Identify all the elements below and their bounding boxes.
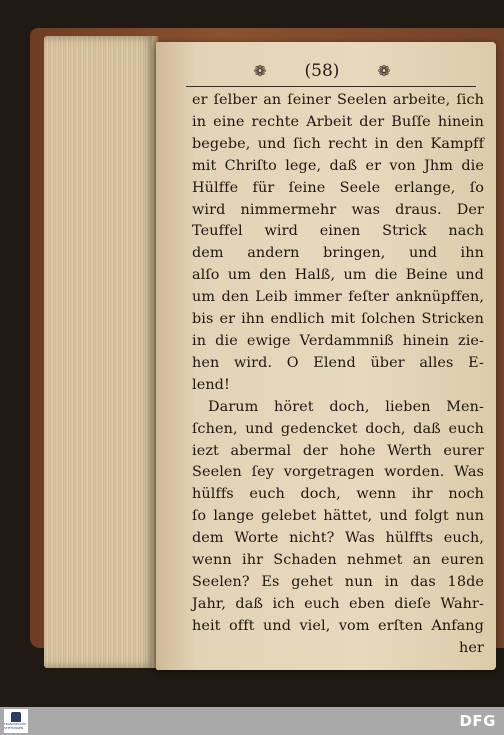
catchword: her: [459, 639, 484, 656]
viewer-footer: [0, 707, 504, 735]
text-line: um den Leib immer feſter anknüpffen,: [192, 289, 484, 306]
page-text: [192, 90, 484, 660]
page-number: (58): [304, 61, 340, 81]
text-line: iezt abermal der hohe Werth eurer: [192, 442, 484, 459]
text-line: ſchen, und gedencket doch, daß euch: [192, 420, 484, 437]
header-rule: [186, 86, 476, 87]
page-edges: [44, 36, 156, 668]
text-line: Teuffel wird einen Strick nach: [192, 223, 484, 240]
logo-text: FRANCKESCHE STIFTUNGEN: [4, 722, 27, 730]
text-line: dem andern bringen, und ihn: [192, 245, 484, 262]
ornament-left-icon: ❁: [253, 62, 267, 80]
text-line: Seelen ſey vorgetragen worden. Was: [192, 464, 484, 481]
franckesche-stiftungen-logo[interactable]: [4, 709, 28, 733]
text-line: hen wird. O Elend über alles E-: [192, 354, 484, 371]
text-line: in die ewige Verdammniß hinein zie-: [192, 332, 484, 349]
text-line: lend!: [192, 376, 230, 393]
text-line: hülffs euch doch, wenn ihr noch: [192, 486, 484, 503]
text-line: wenn ihr Schaden nehmet an euren: [192, 552, 484, 569]
text-line: wird nimmermehr was draus. Der: [192, 201, 484, 218]
text-line: ſo lange gelebet hättet, und folgt nun: [192, 508, 484, 525]
text-line: er ſelber an ſeiner Seelen arbeite, ſich: [192, 92, 484, 108]
dfg-logo[interactable]: DFG: [459, 712, 496, 730]
text-line: mit Chriſto lege, daß er von Jhm die: [192, 157, 484, 174]
page-header: [252, 60, 392, 82]
ornament-right-icon: ❁: [377, 62, 391, 80]
book-page: [156, 42, 496, 670]
text-line: Hülffe für ſeine Seele erlange, ſo: [192, 179, 484, 196]
text-line: begebe, und ſich recht in den Kampff: [192, 135, 484, 152]
text-line: in eine rechte Arbeit der Buſſe hinein: [192, 113, 484, 130]
text-line: Jahr, daß ich euch eben dieſe Wahr-: [192, 595, 484, 612]
text-line: Darum höret doch, lieben Men-: [208, 398, 484, 415]
text-line: alſo um den Halß, um die Beine und: [192, 267, 484, 284]
text-line: heit offt und viel, vom erſten Anfang: [192, 617, 484, 634]
text-line: Seelen? Es gehet nun in das 18de: [192, 573, 484, 590]
text-line: dem Worte nicht? Was hülffts euch,: [192, 530, 484, 547]
institution-logo-icon: [11, 712, 21, 722]
text-line: bis er ihn endlich mit ſolchen Stricken: [192, 311, 484, 328]
